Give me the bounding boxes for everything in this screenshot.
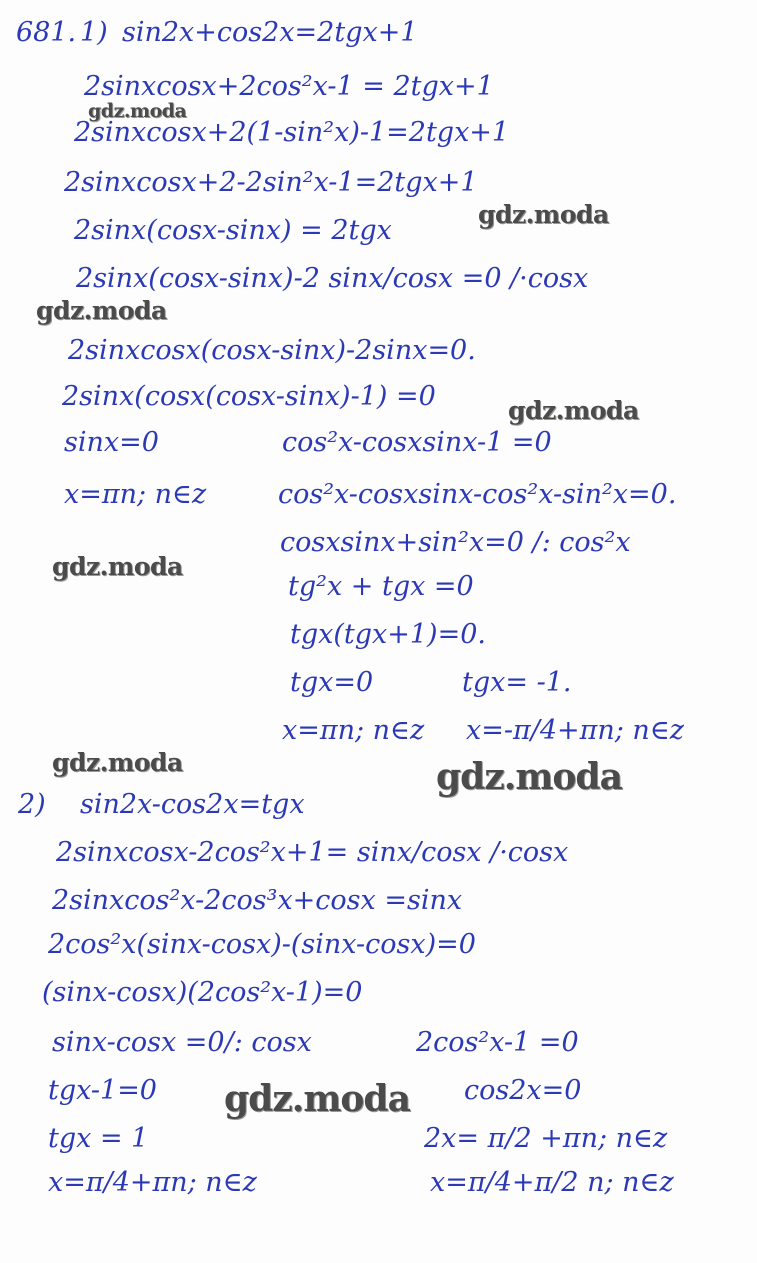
part2-step: 2sinxcos²x-2cos³x+cosx =sinx <box>52 885 463 916</box>
problem-number: 681. <box>16 17 77 48</box>
part2-step: 2sinxcosx-2cos²x+1= sinx/cosx /·cosx <box>56 837 569 868</box>
part1-right-branch: x=πn; n∈z <box>282 715 425 746</box>
watermark: gdz.moda <box>88 100 187 122</box>
part1-step: 2sinxcosx+2-2sin²x-1=2tgx+1 <box>64 167 478 198</box>
part1-right-branch: tg²x + tgx =0 <box>288 571 474 602</box>
part2-right-branch: 2x= π/2 +πn; n∈z <box>424 1123 668 1154</box>
part2-left-branch: tgx-1=0 <box>48 1075 157 1106</box>
watermark: gdz.moda <box>436 756 622 798</box>
part2-left-branch: tgx = 1 <box>48 1123 149 1154</box>
part1-step: 2sinx(cosx(cosx-sinx)-1) =0 <box>62 381 436 412</box>
part1-right-branch: cos²x-cosxsinx-1 =0 <box>282 427 552 458</box>
part1-right-branch: cos²x-cosxsinx-cos²x-sin²x=0. <box>278 479 677 510</box>
part1-right-branch: tgx(tgx+1)=0. <box>290 619 486 650</box>
part2-step: (sinx-cosx)(2cos²x-1)=0 <box>42 977 363 1008</box>
watermark: gdz.moda <box>224 1078 410 1120</box>
part2-right-branch: x=π/4+π/2 n; n∈z <box>430 1167 674 1198</box>
watermark: gdz.moda <box>52 552 183 581</box>
part2-equation: sin2x-cos2x=tgx <box>80 789 305 820</box>
watermark: gdz.moda <box>508 396 639 425</box>
watermark: gdz.moda <box>478 200 609 229</box>
part1-right-right: x=-π/4+πn; n∈z <box>466 715 685 746</box>
part1-step: 2sinx(cosx-sinx) = 2tgx <box>74 215 392 246</box>
part2-left-branch: x=π/4+πn; n∈z <box>48 1167 257 1198</box>
part1-left-branch: x=πn; n∈z <box>64 479 207 510</box>
part1-step: 2sinx(cosx-sinx)-2 sinx/cosx =0 /·cosx <box>76 263 589 294</box>
part1-equation: sin2x+cos2x=2tgx+1 <box>122 17 418 48</box>
part1-right-right: tgx= -1. <box>462 667 572 698</box>
part1-right-branch: cosxsinx+sin²x=0 /: cos²x <box>280 527 631 558</box>
part1-right-branch: tgx=0 <box>290 667 374 698</box>
part2-step: 2cos²x(sinx-cosx)-(sinx-cosx)=0 <box>48 929 476 960</box>
part2-right-branch: 2cos²x-1 =0 <box>416 1027 579 1058</box>
part1-step: 2sinxcosx+2cos²x-1 = 2tgx+1 <box>84 71 494 102</box>
part1-label: 1) <box>80 17 108 48</box>
part2-right-branch: cos2x=0 <box>464 1075 582 1106</box>
part1-step: 2sinxcosx+2(1-sin²x)-1=2tgx+1 <box>74 117 510 148</box>
watermark: gdz.moda <box>52 748 183 777</box>
watermark: gdz.moda <box>36 296 167 325</box>
part1-left-branch: sinx=0 <box>64 427 159 458</box>
part2-left-branch: sinx-cosx =0/: cosx <box>52 1027 312 1058</box>
part1-step: 2sinxcosx(cosx-sinx)-2sinx=0. <box>68 335 476 366</box>
part2-label: 2) <box>18 789 46 820</box>
